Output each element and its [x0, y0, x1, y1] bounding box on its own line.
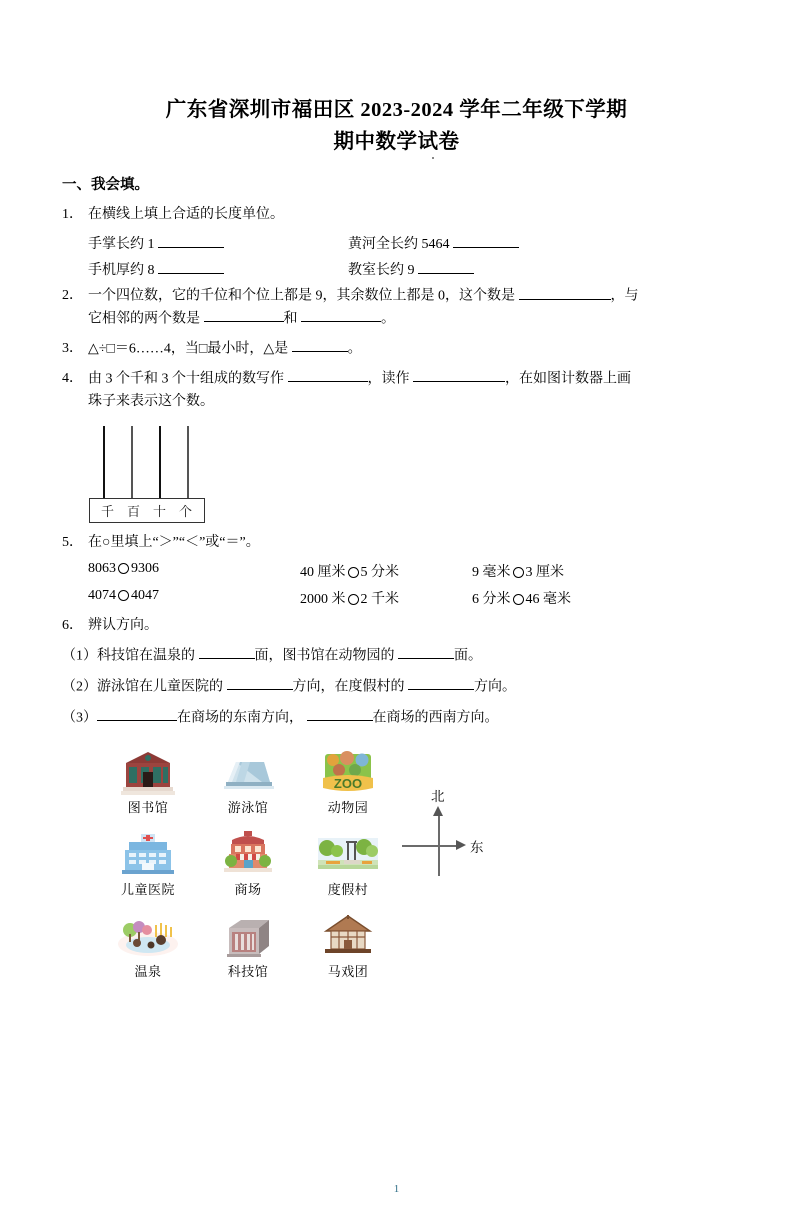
answer-blank[interactable] — [158, 260, 224, 274]
compare-pair-6[interactable] — [472, 588, 571, 608]
exam-page — [0, 95, 793, 1217]
resort-icon — [298, 822, 398, 878]
title-line-1: 广东省深圳市福田区 2023-2024 学年二年级下学期 — [165, 99, 628, 121]
section-heading: 一、我会填。 — [62, 176, 149, 193]
question-1-item-4 — [348, 259, 474, 279]
question-2-text-e: 。 — [381, 311, 395, 327]
answer-blank[interactable] — [199, 645, 255, 659]
place-cell-resort — [298, 822, 398, 904]
compass-rose — [400, 789, 510, 888]
place-label-swimming-hall: 游泳馆 — [227, 800, 269, 815]
compare-right: 2 千米 — [360, 592, 399, 608]
place-label-resort: 度假村 — [327, 882, 369, 897]
question-1-item-2 — [348, 233, 519, 253]
question-3-body — [88, 338, 741, 361]
comparison-circle-icon[interactable] — [118, 590, 129, 601]
title-line-2: 期中数学试卷 — [333, 130, 460, 153]
childrens-hospital-icon — [98, 822, 198, 878]
svg-text:ZOO: ZOO — [333, 776, 363, 791]
compass-horizontal-axis — [402, 845, 458, 847]
compare-left: 2000 米 — [300, 592, 346, 608]
places-grid — [98, 740, 398, 986]
answer-blank[interactable] — [301, 308, 381, 322]
abacus-label-ones: 个 — [178, 503, 193, 519]
place-cell-childrens-hospital — [98, 822, 198, 904]
answer-blank[interactable] — [519, 285, 611, 299]
compass-label-north: 北 — [431, 789, 445, 804]
compare-pair-2[interactable] — [300, 561, 472, 581]
comparison-circle-icon[interactable] — [348, 567, 359, 578]
question-3 — [62, 338, 741, 361]
abacus-base-labels — [89, 498, 205, 523]
question-1-item-1-label: 手掌长约 1 — [88, 237, 155, 253]
place-label-childrens-hospital: 儿童医院 — [120, 882, 175, 897]
question-4 — [62, 368, 741, 414]
question-4-text-d: 珠子来表示这个数。 — [88, 394, 214, 410]
question-1-item-3-label: 手机厚约 8 — [88, 263, 155, 279]
question-4-text-a: 由 3 个千和 3 个十组成的数写作 — [88, 371, 284, 387]
question-2-text-d: 和 — [283, 311, 298, 327]
answer-blank[interactable] — [158, 234, 224, 248]
question-6-sub-1 — [62, 645, 741, 668]
question-5-stem: 在○里填上“＞”“＜”或“＝”。 — [88, 534, 260, 550]
compare-right: 9306 — [131, 561, 159, 577]
science-museum-icon — [198, 904, 298, 960]
hot-spring-icon — [98, 904, 198, 960]
abacus-counter-figure — [89, 426, 289, 526]
question-3-text-a: △÷□＝6……4，当□最小时，△是 — [88, 341, 289, 357]
compare-pair-5[interactable] — [300, 588, 472, 608]
question-2 — [62, 285, 741, 331]
question-4-number: 4． — [62, 371, 83, 387]
compare-left: 9 毫米 — [472, 565, 511, 581]
compare-right: 46 毫米 — [525, 592, 571, 608]
place-cell-library — [98, 740, 198, 822]
compass-north-arrow-icon — [433, 806, 443, 816]
question-3-number: 3． — [62, 341, 83, 357]
shopping-mall-icon — [198, 822, 298, 878]
question-2-body — [88, 285, 741, 331]
abacus-label-hundreds: 百 — [126, 503, 141, 519]
comparison-circle-icon[interactable] — [348, 594, 359, 605]
question-4-text-c: ，在如图计数器上画 — [505, 371, 631, 387]
place-label-hot-spring: 温泉 — [134, 964, 162, 979]
q6-sub3-text-c: 在商场的西南方向。 — [372, 710, 499, 726]
compass-east-arrow-icon — [456, 840, 466, 850]
direction-figure — [62, 740, 741, 988]
question-4-body — [88, 368, 741, 414]
question-1-item-2-label: 黄河全长约 5464 — [348, 237, 450, 253]
answer-blank[interactable] — [204, 308, 284, 322]
answer-blank[interactable] — [398, 645, 454, 659]
answer-blank[interactable] — [288, 368, 368, 382]
answer-blank[interactable] — [307, 707, 373, 721]
q6-sub2-text-b: 方向，在度假村的 — [292, 679, 405, 695]
compare-right: 5 分米 — [360, 565, 399, 581]
question-5-number: 5． — [62, 534, 83, 550]
question-1-stem: 在横线上填上合适的长度单位。 — [88, 206, 284, 222]
place-cell-science-museum — [198, 904, 298, 986]
question-5-row-2 — [88, 588, 741, 608]
q6-sub1-text-a: （1）科技馆在温泉的 — [62, 648, 195, 664]
place-cell-mall — [198, 822, 298, 904]
abacus-rod-ones — [187, 426, 189, 498]
page-number: 1 — [393, 1183, 400, 1195]
compare-right: 4047 — [131, 588, 159, 604]
library-building-icon — [98, 740, 198, 796]
swimming-hall-icon — [198, 740, 298, 796]
answer-blank[interactable] — [413, 368, 505, 382]
question-2-number: 2． — [62, 288, 83, 304]
exam-content — [62, 173, 741, 988]
q6-sub1-text-b: 面，图书馆在动物园的 — [254, 648, 395, 664]
question-2-text-c: 它相邻的两个数是 — [88, 311, 200, 327]
answer-blank[interactable] — [292, 338, 348, 352]
question-6-sub-3 — [62, 707, 741, 730]
question-1-row-1 — [88, 233, 741, 253]
question-5-row-1 — [88, 561, 741, 581]
place-cell-circus — [298, 904, 398, 986]
abacus-label-tens: 十 — [152, 503, 167, 519]
question-1-item-3 — [88, 259, 348, 279]
place-label-science-museum: 科技馆 — [227, 964, 269, 979]
abacus-rod-hundreds — [131, 426, 133, 498]
question-1-number: 1． — [62, 206, 83, 222]
compare-left: 4074 — [88, 588, 116, 604]
comparison-circle-icon[interactable] — [513, 567, 524, 578]
answer-blank[interactable] — [418, 260, 474, 274]
compare-left: 6 分米 — [472, 592, 511, 608]
question-6-number: 6． — [62, 618, 83, 634]
q6-sub3-text-b: 在商场的东南方向， — [177, 710, 303, 726]
question-2-text-b: ，与 — [610, 288, 639, 304]
answer-blank[interactable] — [97, 707, 177, 721]
question-6 — [62, 615, 741, 638]
compare-right: 3 厘米 — [525, 565, 564, 581]
question-1-item-1 — [88, 233, 348, 253]
q6-sub3-text-a: （3） — [62, 710, 97, 726]
question-1-item-4-label: 教室长约 9 — [348, 263, 415, 279]
question-2-text-a: 一个四位数，它的千位和个位上都是 9，其余数位上都是 0，这个数是 — [88, 288, 515, 304]
abacus-rod-tens — [159, 426, 161, 498]
place-label-circus: 马戏团 — [327, 964, 369, 979]
question-5 — [62, 532, 741, 555]
answer-blank[interactable] — [453, 234, 519, 248]
q6-sub2-text-c: 方向。 — [474, 679, 516, 695]
place-label-zoo: 动物园 — [327, 800, 369, 815]
question-6-stem: 辨认方向。 — [88, 618, 158, 634]
page-artifact-dot — [432, 157, 434, 159]
place-cell-swimming-hall — [198, 740, 298, 822]
question-3-text-b: 。 — [347, 341, 362, 357]
compare-pair-3[interactable] — [472, 561, 564, 581]
page-title — [0, 95, 793, 159]
question-6-sub-2 — [62, 676, 741, 699]
q6-sub1-text-c: 面。 — [454, 648, 482, 664]
place-cell-hot-spring — [98, 904, 198, 986]
compare-pair-1[interactable] — [88, 561, 300, 581]
place-label-library: 图书馆 — [127, 800, 169, 815]
circus-icon — [298, 904, 398, 960]
zoo-icon — [298, 740, 398, 796]
answer-blank[interactable] — [408, 676, 474, 690]
question-4-text-b: ，读作 — [367, 371, 410, 387]
comparison-circle-icon[interactable] — [118, 563, 129, 574]
comparison-circle-icon[interactable] — [513, 594, 524, 605]
answer-blank[interactable] — [227, 676, 293, 690]
place-label-mall: 商场 — [234, 882, 262, 897]
place-cell-zoo — [298, 740, 398, 822]
question-1 — [62, 204, 741, 227]
compare-pair-4[interactable] — [88, 588, 300, 608]
compass-label-east: 东 — [470, 840, 484, 855]
question-1-row-2 — [88, 259, 741, 279]
abacus-rod-thousands — [103, 426, 105, 498]
compare-left: 8063 — [88, 561, 116, 577]
abacus-label-thousands: 千 — [100, 503, 115, 519]
compare-left: 40 厘米 — [300, 565, 346, 581]
q6-sub2-text-a: （2）游泳馆在儿童医院的 — [62, 679, 223, 695]
